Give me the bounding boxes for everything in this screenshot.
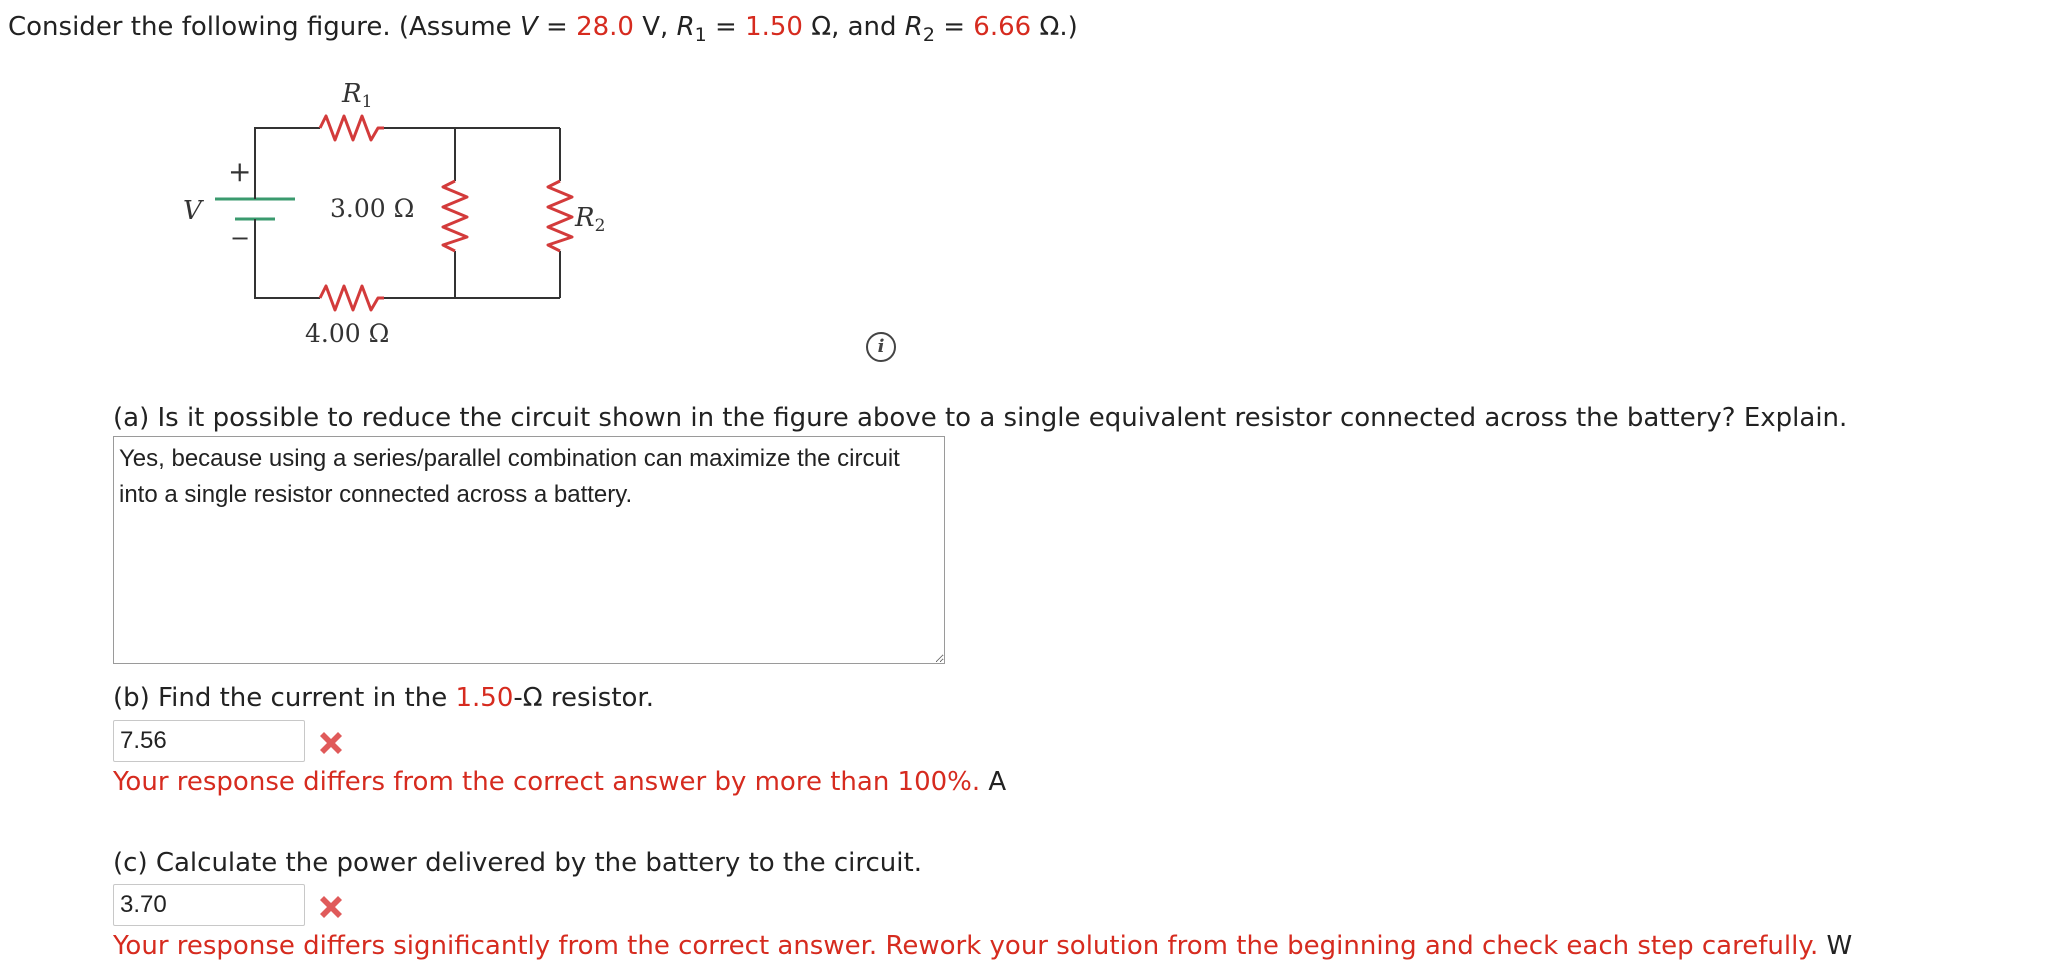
equals-sign: =: [706, 12, 746, 42]
label-v: V: [183, 196, 202, 226]
equals-sign: =: [934, 12, 974, 42]
part-b-question-post: -Ω resistor.: [513, 683, 654, 713]
problem-statement: [8, 12, 1078, 46]
r2-symbol: R: [904, 12, 923, 42]
circuit-figure: [170, 66, 640, 366]
v-value: 28.0: [576, 12, 634, 42]
info-icon[interactable]: i: [866, 332, 896, 362]
part-b-unit: A: [988, 767, 1007, 797]
part-c-feedback: [113, 931, 1852, 961]
part-c-question: (c) Calculate the power delivered by the battery to the circuit.: [113, 848, 922, 878]
r1-symbol: R: [676, 12, 695, 42]
v-unit: V,: [633, 12, 677, 42]
part-c-feedback-text: Your response differs significantly from the correct answer. Rework your solution from the beginning and check each step carefully.: [113, 931, 1819, 961]
resistor-r2: [548, 181, 572, 251]
part-c-answer-input[interactable]: 3.70: [113, 884, 305, 926]
equals-sign: =: [537, 12, 577, 42]
label-4ohm: 4.00 Ω: [305, 319, 390, 348]
r1-subscript: 1: [694, 24, 707, 46]
intro-text: Consider the following figure. (Assume: [8, 12, 520, 42]
part-c-unit: W: [1826, 931, 1853, 961]
part-b-feedback: [113, 767, 1006, 797]
resistor-4ohm: [320, 286, 384, 310]
r1-unit: Ω, and: [802, 12, 905, 42]
label-minus: −: [230, 224, 251, 252]
label-r1: R1: [342, 79, 373, 112]
resistor-r1: [320, 116, 384, 140]
battery-symbol: [215, 196, 295, 226]
resistor-3ohm: [443, 181, 467, 251]
part-b-question-pre: (b) Find the current in the: [113, 683, 456, 713]
r2-subscript: 2: [922, 24, 935, 46]
part-b-feedback-text: Your response differs from the correct answer by more than 100%.: [113, 767, 981, 797]
label-plus: +: [228, 155, 252, 188]
v-symbol: V: [519, 12, 538, 42]
r2-unit: Ω.): [1031, 12, 1078, 42]
part-a-question: (a) Is it possible to reduce the circuit shown in the figure above to a single equivalent resistor connected across the battery? Explain.: [113, 403, 1848, 433]
label-3ohm: 3.00 Ω: [330, 194, 415, 223]
r1-value: 1.50: [745, 12, 803, 42]
incorrect-x-icon: [316, 892, 346, 922]
part-b-question-value: 1.50: [455, 683, 514, 713]
part-a-answer-textarea[interactable]: [113, 436, 945, 664]
part-b-question: [113, 683, 654, 713]
incorrect-x-icon: [316, 728, 346, 758]
part-b-answer-input[interactable]: 7.56: [113, 720, 305, 762]
r2-value: 6.66: [973, 12, 1032, 42]
label-r2: R2: [575, 203, 606, 236]
